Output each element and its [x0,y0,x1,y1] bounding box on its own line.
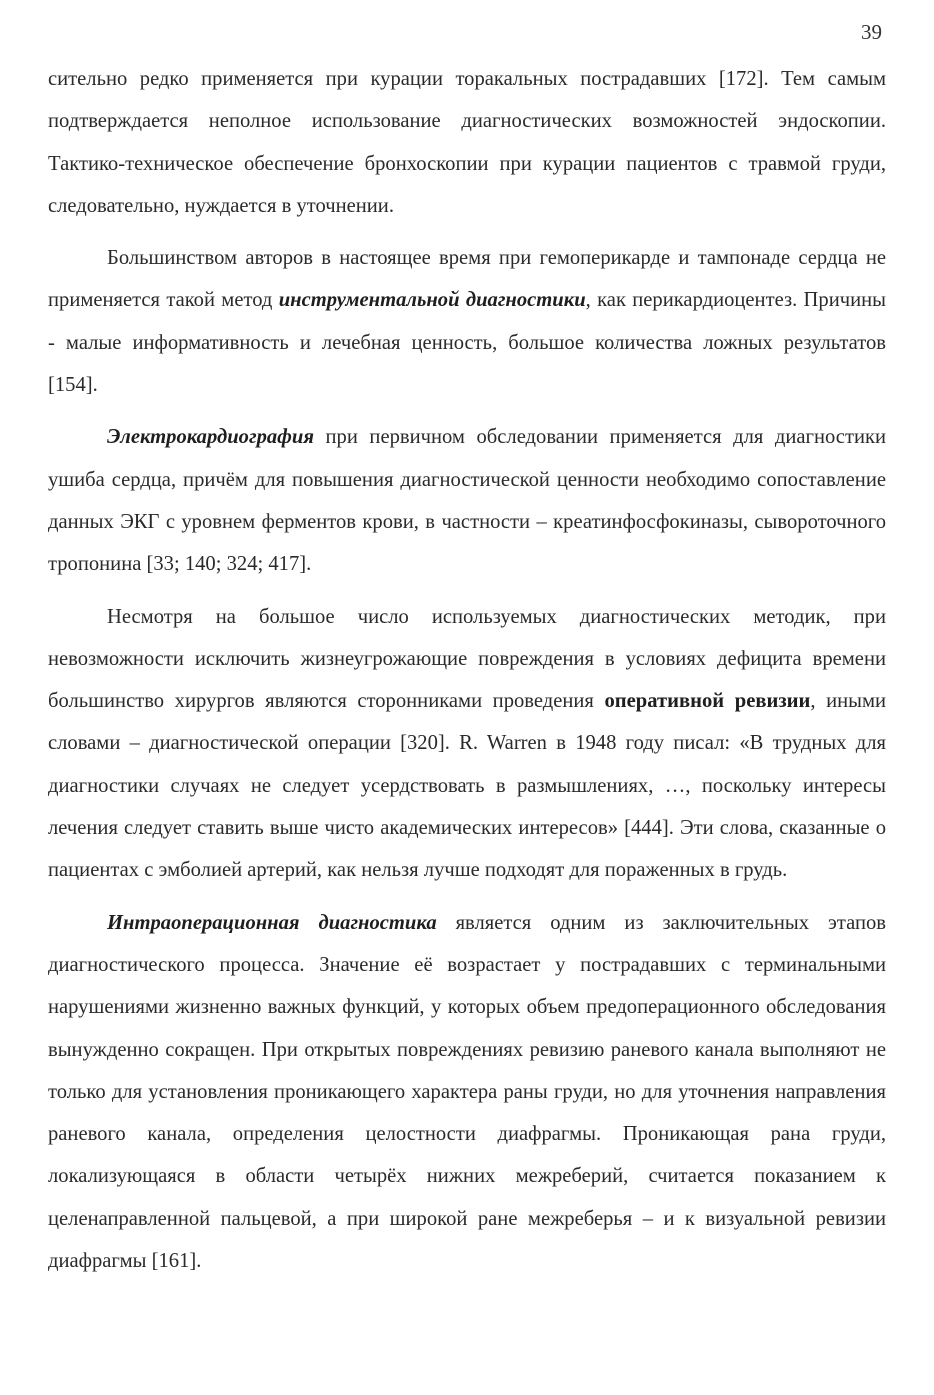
bold-term: оперативной ревизии [604,690,811,713]
emphasized-term: Интраоперационная диагностика [107,911,437,934]
emphasized-term: инструментальной диагностики [278,289,586,312]
paragraph-text: , иными словами – диагностической операции [320]. R. Warren в 1948 году писал: «В трудных для диагностики случаях не следует усердствовать в размышлениях, …, поскольку интересы лечения следует ставить выше чисто академических интересов» [444]. Эти слова, сказанные о пациентах с эмболией артерий, как нельзя лучше подходят для пораженных в грудь. [48,690,886,882]
paragraph-5 [48,902,886,1283]
paragraph-text: сительно редко применяется при курации торакальных пострадавших [172]. Тем самым подтверждается неполное использование диагностических возможностей эндоскопии. Тактико-техническое обеспечение бронхоскопии при курации пациентов с травмой груди, следовательно, нуждается в уточнении. [48,68,886,217]
paragraph-text: Несмотря на большое число используемых диагностических методик, при невозможности исключить жизнеугрожающие повреждения в условиях дефицита времени большинство хирургов являются сторонниками проведения [48,605,886,713]
paragraph-text: при первичном обследовании применяется для диагностики ушиба сердца, причём для повышения диагностической ценности необходимо сопоставление данных ЭКГ с уровнем ферментов крови, в частности – креатинфосфокиназы, сывороточного тропонина [33; 140; 324; 417]. [48,426,886,576]
paragraph-text: , как перикардиоцентез. Причины - малые информативность и лечебная ценность, большое количества ложных результатов [154]. [48,289,886,397]
paragraph-1 [48,58,886,227]
document-body [48,58,886,1292]
emphasized-term: Электрокардиография [107,426,314,449]
paragraph-text: является одним из заключительных этапов диагностического процесса. Значение её возрастает у пострадавших с терминальными нарушениями жизненно важных функций, у которых объем предоперационного обследования вынужденно сокращен. При открытых повреждениях ревизию раневого канала выполняют не только для установления проникающего характера раны груди, но для уточнения направления раневого канала, определения целостности диафрагмы. Проникающая рана груди, локализующаяся в области четырёх нижних межреберий, считается показанием к целенаправленной пальцевой, а при широкой ране межреберья – и к визуальной ревизии диафрагмы [161]. [48,911,886,1273]
paragraph-4 [48,596,886,892]
paragraph-3 [48,416,886,585]
page-number: 39 [861,20,882,44]
paragraph-text: Большинством авторов в настоящее время при гемоперикарде и тампонаде сердца не применяется такой метод [48,247,886,312]
paragraph-2 [48,237,886,406]
